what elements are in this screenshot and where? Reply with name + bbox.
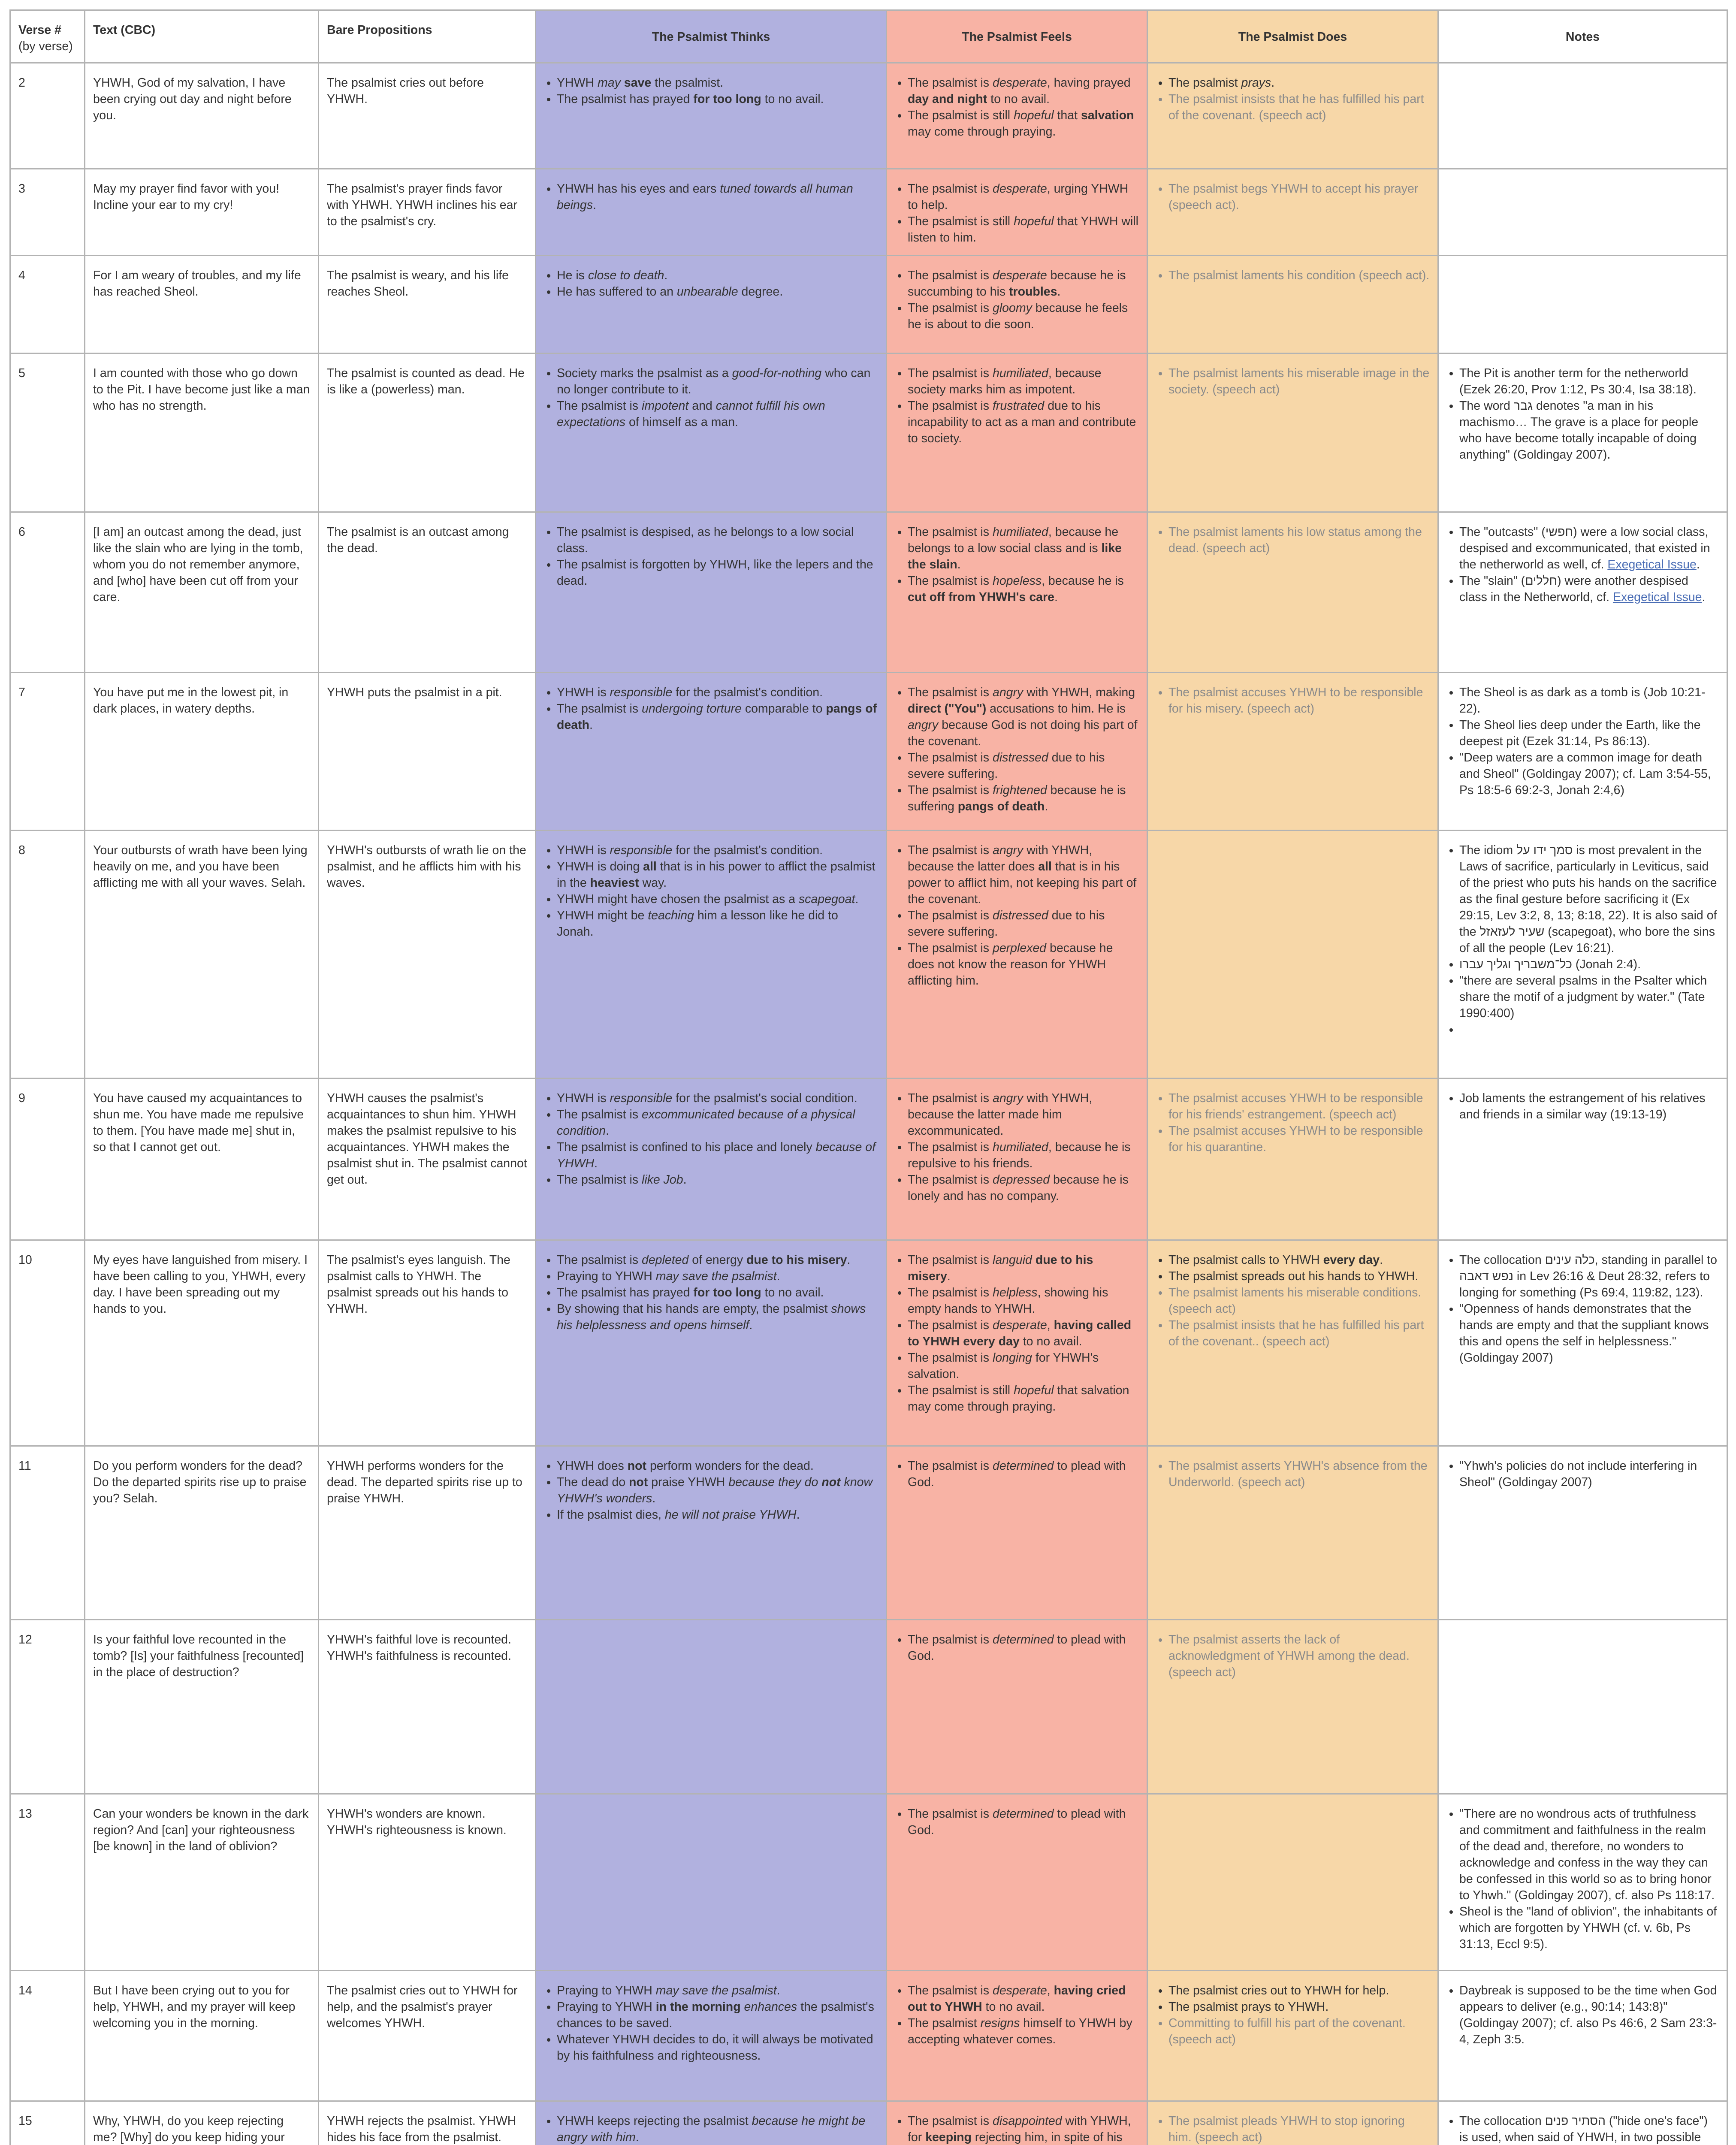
psalmist-feels-item: • The psalmist resigns himself to YHWH by accepting whatever comes. — [908, 2015, 1139, 2048]
verse-number: 5 — [10, 353, 85, 512]
psalmist-thinks-item: • YHWH may save the psalmist. — [557, 75, 878, 91]
notes-item: • כל־משבריך וגליך עברו (Jonah 2:4). — [1459, 956, 1719, 973]
psalmist-does-list — [1156, 684, 1430, 717]
verse-text: I am counted with those who go down to the Pit. I have become just like a man who has no strength. — [85, 353, 319, 512]
verse-number: 14 — [10, 1971, 85, 2101]
psalmist-thinks-list — [544, 267, 878, 300]
psalmist-feels-list — [895, 75, 1139, 140]
verse-number: 8 — [10, 831, 85, 1079]
psalm-analysis-table-container — [9, 9, 1727, 2145]
verse-number: 11 — [10, 1446, 85, 1620]
psalmist-feels-list — [895, 1806, 1139, 1838]
psalmist-feels-item: • The psalmist is angry with YHWH, making direct ("You") accusations to him. He is angry because God is not doing his part of the covenant. — [908, 684, 1139, 749]
table-row — [10, 63, 1727, 169]
psalmist-feels-item: • The psalmist is hopeless, because he is cut off from YHWH's care. — [908, 573, 1139, 605]
bare-propositions: The psalmist is an outcast among the dead. — [319, 512, 536, 673]
table-row — [10, 353, 1727, 512]
psalmist-feels — [887, 1620, 1147, 1794]
notes-item: • "Openness of hands demonstrates that the hands are empty and that the suppliant knows this and opens the self in helplessness." (Goldingay 2007) — [1459, 1301, 1719, 1366]
notes-item: • "Yhwh's policies do not include interfering in Sheol" (Goldingay 2007) — [1459, 1458, 1719, 1490]
psalmist-feels-item: • The psalmist is still hopeful that YHWH will listen to him. — [908, 213, 1139, 246]
notes — [1438, 353, 1727, 512]
bare-propositions: The psalmist's eyes languish. The psalmist calls to YHWH. The psalmist spreads out his hands to YHWH. — [319, 1240, 536, 1446]
verse-number: 9 — [10, 1079, 85, 1240]
verse-text: You have caused my acquaintances to shun me. You have made me repulsive to them. [You have made me] shut in, so that I cannot get out. — [85, 1079, 319, 1240]
psalmist-does-item: • The psalmist accuses YHWH to be responsible for his misery. (speech act) — [1168, 684, 1430, 717]
verse-number: 2 — [10, 63, 85, 169]
psalmist-thinks-item: • YHWH is responsible for the psalmist's condition. — [557, 684, 878, 701]
psalmist-feels-item: • The psalmist is frightened because he is suffering pangs of death. — [908, 782, 1139, 815]
notes-item: • The Sheol is as dark as a tomb is (Job 10:21-22). — [1459, 684, 1719, 717]
bare-propositions: The psalmist cries out before YHWH. — [319, 63, 536, 169]
psalmist-thinks-item: • The psalmist is despised, as he belongs to a low social class. — [557, 524, 878, 556]
psalmist-feels-item: • The psalmist is desperate, having cried out to YHWH to no avail. — [908, 1982, 1139, 2015]
verse-number: 7 — [10, 673, 85, 831]
verse-text: Is your faithful love recounted in the tomb? [Is] your faithfulness [recounted] in the place of destruction? — [85, 1620, 319, 1794]
psalmist-does-item: • The psalmist laments his miserable conditions. (speech act) — [1168, 1284, 1430, 1317]
psalmist-feels-item: • The psalmist is depressed because he is lonely and has no company. — [908, 1172, 1139, 1204]
notes-item: • The collocation כלה עינים, standing in parallel to נפש דאבה in Lev 26:16 & Deut 28:32, refers to longing for something (Ps 69:4, 119:82, 123). — [1459, 1252, 1719, 1301]
psalmist-thinks-list — [544, 365, 878, 430]
psalmist-thinks-item: • YHWH has his eyes and ears tuned towards all human beings. — [557, 181, 878, 213]
verse-number: 12 — [10, 1620, 85, 1794]
psalmist-feels-list — [895, 2113, 1139, 2145]
psalmist-does-item: • The psalmist insists that he has fulfilled his part of the covenant. (speech act) — [1168, 91, 1430, 124]
psalmist-thinks-item: • YHWH keeps rejecting the psalmist because he might be angry with him. — [557, 2113, 878, 2145]
header-bare: Bare Propositions — [319, 10, 536, 63]
psalmist-feels-list — [895, 365, 1139, 447]
bare-propositions: YHWH's wonders are known. YHWH's righteousness is known. — [319, 1794, 536, 1971]
notes-item: • Daybreak is supposed to be the time when God appears to deliver (e.g., 90:14; 143:8)" (Goldingay 2007); cf. also Ps 46:6, 2 Sam 23:3-4, Zeph 3:5. — [1459, 1982, 1719, 2048]
psalmist-thinks — [536, 1240, 887, 1446]
psalmist-thinks — [536, 1446, 887, 1620]
psalmist-feels-list — [895, 1631, 1139, 1664]
table-row — [10, 1971, 1727, 2101]
psalmist-thinks-item: • Praying to YHWH may save the psalmist. — [557, 1982, 878, 1999]
psalmist-thinks-list — [544, 1090, 878, 1188]
psalmist-feels-item: • The psalmist is languid due to his misery. — [908, 1252, 1139, 1284]
bare-propositions: The psalmist's prayer finds favor with YHWH. YHWH inclines his ear to the psalmist's cry. — [319, 169, 536, 256]
verse-number: 6 — [10, 512, 85, 673]
notes-item — [1459, 1021, 1719, 1038]
psalmist-does-list — [1156, 181, 1430, 213]
psalmist-thinks — [536, 1620, 887, 1794]
psalmist-does-item: • The psalmist prays to YHWH. — [1168, 1999, 1430, 2015]
psalmist-feels — [887, 512, 1147, 673]
psalmist-does-list — [1156, 1090, 1430, 1155]
psalmist-thinks-list — [544, 842, 878, 940]
notes-item: • The Sheol lies deep under the Earth, like the deepest pit (Ezek 31:14, Ps 86:13). — [1459, 717, 1719, 749]
psalmist-feels — [887, 1971, 1147, 2101]
bare-propositions: The psalmist is weary, and his life reaches Sheol. — [319, 256, 536, 353]
exegetical-issue-link[interactable]: Exegetical Issue — [1607, 558, 1697, 571]
psalmist-thinks-item: • YHWH is responsible for the psalmist's social condition. — [557, 1090, 878, 1106]
table-row — [10, 256, 1727, 353]
psalmist-does — [1147, 63, 1438, 169]
psalmist-feels — [887, 2101, 1147, 2145]
bare-propositions: YHWH performs wonders for the dead. The departed spirits rise up to praise YHWH. — [319, 1446, 536, 1620]
bare-propositions: YHWH causes the psalmist's acquaintances to shun him. YHWH makes the psalmist repulsive to his acquaintances. YHWH makes the psalmist shut in. The psalmist cannot get out. — [319, 1079, 536, 1240]
psalmist-does — [1147, 1620, 1438, 1794]
notes — [1438, 63, 1727, 169]
verse-text: You have put me in the lowest pit, in dark places, in watery depths. — [85, 673, 319, 831]
table-row — [10, 2101, 1727, 2145]
notes — [1438, 1971, 1727, 2101]
psalmist-feels — [887, 1446, 1147, 1620]
psalmist-does-item: • Committing to fulfill his part of the covenant. (speech act) — [1168, 2015, 1430, 2048]
psalmist-does-list — [1156, 2113, 1430, 2145]
psalmist-does — [1147, 169, 1438, 256]
notes-list — [1446, 2113, 1719, 2145]
verse-number: 10 — [10, 1240, 85, 1446]
psalmist-does — [1147, 512, 1438, 673]
psalm-analysis-table — [9, 9, 1728, 2145]
bare-propositions: The psalmist is counted as dead. He is like a (powerless) man. — [319, 353, 536, 512]
notes — [1438, 256, 1727, 353]
table-row — [10, 1446, 1727, 1620]
psalmist-thinks — [536, 63, 887, 169]
psalmist-does-item: • The psalmist prays. — [1168, 75, 1430, 91]
verse-text: My eyes have languished from misery. I have been calling to you, YHWH, every day. I have been spreading out my hands to you. — [85, 1240, 319, 1446]
psalmist-feels-item: • The psalmist is angry with YHWH, because the latter made him excommunicated. — [908, 1090, 1139, 1139]
verse-text: YHWH, God of my salvation, I have been crying out day and night before you. — [85, 63, 319, 169]
psalmist-thinks — [536, 2101, 887, 2145]
verse-number: 13 — [10, 1794, 85, 1971]
psalmist-does-list — [1156, 1252, 1430, 1350]
psalmist-does-item: • The psalmist insists that he has fulfilled his part of the covenant.. (speech act) — [1168, 1317, 1430, 1350]
psalmist-thinks-item: • The psalmist is like Job. — [557, 1172, 878, 1188]
psalmist-thinks-item: • He is close to death. — [557, 267, 878, 284]
psalmist-thinks-list — [544, 684, 878, 733]
psalmist-thinks-item: • Praying to YHWH may save the psalmist. — [557, 1268, 878, 1284]
notes-item: • Sheol is the "land of oblivion", the inhabitants of which are forgotten by YHWH (cf. v. 6b, Ps 31:13, Eccl 9:5). — [1459, 1903, 1719, 1952]
header-row — [10, 10, 1727, 63]
header-verse-label: Verse # — [18, 23, 61, 37]
notes-list — [1446, 684, 1719, 798]
psalmist-does — [1147, 2101, 1438, 2145]
psalmist-feels-item: • The psalmist is distressed due to his severe suffering. — [908, 749, 1139, 782]
table-row — [10, 1794, 1727, 1971]
psalmist-thinks-item: • The psalmist is confined to his place and lonely because of YHWH. — [557, 1139, 878, 1172]
psalmist-does-item: • The psalmist calls to YHWH every day. — [1168, 1252, 1430, 1268]
verse-text: Your outbursts of wrath have been lying heavily on me, and you have been afflicting me with all your waves. Selah. — [85, 831, 319, 1079]
psalmist-does-list — [1156, 1982, 1430, 2048]
header-notes: Notes — [1438, 10, 1727, 63]
table-row — [10, 1079, 1727, 1240]
psalmist-thinks-item: • YHWH does not perform wonders for the dead. — [557, 1458, 878, 1474]
psalmist-thinks-list — [544, 524, 878, 589]
psalmist-thinks — [536, 169, 887, 256]
header-feels: The Psalmist Feels — [887, 10, 1147, 63]
psalmist-feels-item: • The psalmist is perplexed because he does not know the reason for YHWH afflicting him. — [908, 940, 1139, 989]
notes-list — [1446, 1458, 1719, 1490]
header-verse — [10, 10, 85, 63]
psalmist-feels-item: • The psalmist is desperate, having called to YHWH every day to no avail. — [908, 1317, 1139, 1350]
header-does: The Psalmist Does — [1147, 10, 1438, 63]
psalmist-does-list — [1156, 1631, 1430, 1680]
psalmist-does — [1147, 256, 1438, 353]
table-body — [10, 63, 1727, 2145]
psalmist-thinks-item: • The dead do not praise YHWH because they do not know YHWH's wonders. — [557, 1474, 878, 1507]
notes-item: • "There are no wondrous acts of truthfulness and commitment and faithfulness in the realm of the dead and, therefore, no wonders to acknowledge and confess in the way they can be confessed in this world so as to bring honor to Yhwh." (Goldingay 2007), cf. also Ps 118:17. — [1459, 1806, 1719, 1903]
notes-item: • Job laments the estrangement of his relatives and friends in a similar way (19:13-19) — [1459, 1090, 1719, 1123]
psalmist-thinks — [536, 673, 887, 831]
notes-list — [1446, 365, 1719, 463]
psalmist-feels-item: • The psalmist is determined to plead with God. — [908, 1631, 1139, 1664]
verse-text: Why, YHWH, do you keep rejecting me? [Why] do you keep hiding your — [85, 2101, 319, 2145]
psalmist-thinks — [536, 256, 887, 353]
psalmist-feels-list — [895, 267, 1139, 332]
psalmist-does-list — [1156, 1458, 1430, 1490]
verse-number: 15 — [10, 2101, 85, 2145]
notes-item: • The Pit is another term for the netherworld (Ezek 26:20, Prov 1:12, Ps 30:4, Isa 38:18). — [1459, 365, 1719, 398]
exegetical-issue-link[interactable]: Exegetical Issue — [1612, 590, 1702, 604]
psalmist-feels-item: • The psalmist is distressed due to his severe suffering. — [908, 907, 1139, 940]
notes — [1438, 1446, 1727, 1620]
bare-propositions: YHWH's faithful love is recounted. YHWH's faithfulness is recounted. — [319, 1620, 536, 1794]
psalmist-feels-item: • The psalmist is angry with YHWH, because the latter does all that is in his power to afflict him, not keeping his part of the covenant. — [908, 842, 1139, 907]
psalmist-thinks-item: • YHWH is doing all that is in his power to afflict the psalmist in the heaviest way. — [557, 858, 878, 891]
psalmist-feels-list — [895, 684, 1139, 815]
psalmist-thinks-list — [544, 1982, 878, 2064]
psalmist-does-item: • The psalmist accuses YHWH to be responsible for his quarantine. — [1168, 1123, 1430, 1155]
psalmist-does-list — [1156, 365, 1430, 398]
verse-text: But I have been crying out to you for help, YHWH, and my prayer will keep welcoming you in the morning. — [85, 1971, 319, 2101]
psalmist-thinks — [536, 831, 887, 1079]
psalmist-feels — [887, 256, 1147, 353]
psalmist-feels-list — [895, 1252, 1139, 1415]
psalmist-feels-item: • The psalmist is determined to plead with God. — [908, 1806, 1139, 1838]
notes-list — [1446, 1252, 1719, 1366]
notes — [1438, 1620, 1727, 1794]
notes-list — [1446, 524, 1719, 605]
psalmist-does-item: • The psalmist accuses YHWH to be responsible for his friends' estrangement. (speech act) — [1168, 1090, 1430, 1123]
psalmist-feels-item: • The psalmist is gloomy because he feels he is about to die soon. — [908, 300, 1139, 332]
table-row — [10, 831, 1727, 1079]
psalmist-thinks-item: • Whatever YHWH decides to do, it will always be motivated by his faithfulness and righteousness. — [557, 2031, 878, 2064]
psalmist-does-item: • The psalmist pleads YHWH to stop ignoring him. (speech act) — [1168, 2113, 1430, 2145]
psalmist-thinks-item: • YHWH might be teaching him a lesson like he did to Jonah. — [557, 907, 878, 940]
psalmist-thinks-item: • The psalmist is depleted of energy due to his misery. — [557, 1252, 878, 1268]
psalmist-feels-item: • The psalmist is humiliated, because he is repulsive to his friends. — [908, 1139, 1139, 1172]
psalmist-thinks-item: • YHWH is responsible for the psalmist's condition. — [557, 842, 878, 858]
psalmist-thinks — [536, 1079, 887, 1240]
notes-list — [1446, 1090, 1719, 1123]
psalmist-does-item: • The psalmist cries out to YHWH for help. — [1168, 1982, 1430, 1999]
notes-item: • "Deep waters are a common image for death and Sheol" (Goldingay 2007); cf. Lam 3:54-55, Ps 18:5-6 69:2-3, Jonah 2:4,6) — [1459, 749, 1719, 798]
psalmist-thinks-item: • The psalmist is forgotten by YHWH, like the lepers and the dead. — [557, 556, 878, 589]
psalmist-does — [1147, 1794, 1438, 1971]
notes-list — [1446, 1982, 1719, 2048]
table-row — [10, 1620, 1727, 1794]
psalmist-does — [1147, 831, 1438, 1079]
psalmist-feels-item: • The psalmist is still hopeful that salvation may come through praying. — [908, 107, 1139, 140]
bare-propositions: YHWH's outbursts of wrath lie on the psalmist, and he afflicts him with his waves. — [319, 831, 536, 1079]
psalmist-feels — [887, 831, 1147, 1079]
header-text: Text (CBC) — [85, 10, 319, 63]
psalmist-does-item: • The psalmist laments his miserable image in the society. (speech act) — [1168, 365, 1430, 398]
psalmist-thinks-item: • The psalmist is impotent and cannot fulfill his own expectations of himself as a man. — [557, 398, 878, 430]
bare-propositions: YHWH puts the psalmist in a pit. — [319, 673, 536, 831]
psalmist-feels-item: • The psalmist is desperate, having prayed day and night to no avail. — [908, 75, 1139, 107]
psalmist-feels-item: • The psalmist is humiliated, because society marks him as impotent. — [908, 365, 1139, 398]
verse-text: [I am] an outcast among the dead, just like the slain who are lying in the tomb, whom you do not remember anymore, and [who] have been cut off from your care. — [85, 512, 319, 673]
psalmist-feels-list — [895, 1458, 1139, 1490]
notes-item: • "there are several psalms in the Psalter which share the motif of a judgment by water." (Tate 1990:400) — [1459, 973, 1719, 1021]
psalmist-feels — [887, 353, 1147, 512]
notes-item: • The word גבר denotes "a man in his machismo… The grave is a place for people who have become totally incapable of doing anything" (Goldingay 2007). — [1459, 398, 1719, 463]
psalmist-thinks-item: • The psalmist has prayed for too long to no avail. — [557, 1284, 878, 1301]
psalmist-thinks-item: • By showing that his hands are empty, the psalmist shows his helplessness and opens himself. — [557, 1301, 878, 1333]
psalmist-thinks-item: • The psalmist is excommunicated because of a physical condition. — [557, 1106, 878, 1139]
psalmist-thinks — [536, 353, 887, 512]
bare-propositions: The psalmist cries out to YHWH for help, and the psalmist's prayer welcomes YHWH. — [319, 1971, 536, 2101]
psalmist-thinks-list — [544, 75, 878, 107]
psalmist-feels-item: • The psalmist is longing for YHWH's salvation. — [908, 1350, 1139, 1382]
psalmist-feels-item: • The psalmist is helpless, showing his empty hands to YHWH. — [908, 1284, 1139, 1317]
notes — [1438, 2101, 1727, 2145]
psalmist-does — [1147, 673, 1438, 831]
psalmist-feels-list — [895, 1982, 1139, 2048]
psalmist-feels — [887, 673, 1147, 831]
verse-number: 4 — [10, 256, 85, 353]
psalmist-feels — [887, 63, 1147, 169]
psalmist-thinks-list — [544, 1252, 878, 1333]
notes — [1438, 1079, 1727, 1240]
verse-text: May my prayer find favor with you! Incline your ear to my cry! — [85, 169, 319, 256]
psalmist-does — [1147, 1240, 1438, 1446]
psalmist-does-item: • The psalmist begs YHWH to accept his prayer (speech act). — [1168, 181, 1430, 213]
psalmist-does-list — [1156, 524, 1430, 556]
verse-text: Can your wonders be known in the dark region? And [can] your righteousness [be known] in the land of oblivion? — [85, 1794, 319, 1971]
psalmist-thinks-item: • YHWH might have chosen the psalmist as a scapegoat. — [557, 891, 878, 907]
psalmist-does-item: • The psalmist laments his condition (speech act). — [1168, 267, 1430, 284]
verse-text: For I am weary of troubles, and my life has reached Sheol. — [85, 256, 319, 353]
notes-item: • The "slain" (חללים) were another despised class in the Netherworld, cf. Exegetical Issue. — [1459, 573, 1719, 605]
table-row — [10, 1240, 1727, 1446]
verse-text: Do you perform wonders for the dead? Do the departed spirits rise up to praise you? Selah. — [85, 1446, 319, 1620]
notes — [1438, 1794, 1727, 1971]
psalmist-does-list — [1156, 267, 1430, 284]
psalmist-thinks — [536, 1794, 887, 1971]
notes-item: • The collocation הסתיר פנים ("hide one's face") is used, when said of YHWH, in two possible — [1459, 2113, 1719, 2145]
psalmist-feels — [887, 1240, 1147, 1446]
notes-item: • The idiom סמך ידו על is most prevalent in the Laws of sacrifice, particularly in Leviticus, said of the priest who puts his hands on the sacrifice as the final gesture before sacrificing it (Ex 29:15, Lev 3:2, 8, 13; 8:18, 22). It is also said of the שעיר לעזאזל (scapegoat), who bore the sins of all the people (Lev 16:21). — [1459, 842, 1719, 956]
psalmist-feels-item: • The psalmist is disappointed with YHWH, for keeping rejecting him, in spite of his — [908, 2113, 1139, 2145]
psalmist-feels-list — [895, 842, 1139, 989]
verse-number: 3 — [10, 169, 85, 256]
psalmist-feels-item: • The psalmist is still hopeful that salvation may come through praying. — [908, 1382, 1139, 1415]
table-row — [10, 169, 1727, 256]
header-verse-sublabel: (by verse) — [18, 39, 73, 53]
notes-list — [1446, 842, 1719, 1038]
bare-propositions: YHWH rejects the psalmist. YHWH hides his face from the psalmist. — [319, 2101, 536, 2145]
psalmist-thinks-item: • Praying to YHWH in the morning enhances the psalmist's chances to be saved. — [557, 1999, 878, 2031]
psalmist-thinks-item: • The psalmist is undergoing torture comparable to pangs of death. — [557, 701, 878, 733]
notes — [1438, 169, 1727, 256]
psalmist-feels-list — [895, 1090, 1139, 1204]
psalmist-does-item: • The psalmist laments his low status among the dead. (speech act) — [1168, 524, 1430, 556]
psalmist-does-list — [1156, 75, 1430, 124]
psalmist-feels-list — [895, 181, 1139, 246]
psalmist-feels — [887, 1079, 1147, 1240]
psalmist-does — [1147, 1971, 1438, 2101]
psalmist-feels-item: • The psalmist is desperate because he is succumbing to his troubles. — [908, 267, 1139, 300]
psalmist-thinks-item: • He has suffered to an unbearable degree. — [557, 284, 878, 300]
psalmist-feels-item: • The psalmist is desperate, urging YHWH to help. — [908, 181, 1139, 213]
psalmist-does-item: • The psalmist asserts the lack of acknowledgment of YHWH among the dead. (speech act) — [1168, 1631, 1430, 1680]
psalmist-thinks — [536, 1971, 887, 2101]
psalmist-feels-item: • The psalmist is determined to plead with God. — [908, 1458, 1139, 1490]
table-row — [10, 512, 1727, 673]
psalmist-does-item: • The psalmist spreads out his hands to YHWH. — [1168, 1268, 1430, 1284]
notes-list — [1446, 1806, 1719, 1952]
psalmist-thinks-list — [544, 181, 878, 213]
psalmist-thinks — [536, 512, 887, 673]
psalmist-does-item: • The psalmist asserts YHWH's absence from the Underworld. (speech act) — [1168, 1458, 1430, 1490]
psalmist-thinks-list — [544, 1458, 878, 1523]
psalmist-feels-item: • The psalmist is frustrated due to his incapability to act as a man and contribute to society. — [908, 398, 1139, 447]
table-row — [10, 673, 1727, 831]
psalmist-thinks-list — [544, 2113, 878, 2145]
psalmist-feels-list — [895, 524, 1139, 605]
psalmist-feels — [887, 169, 1147, 256]
notes — [1438, 512, 1727, 673]
psalmist-does — [1147, 1446, 1438, 1620]
psalmist-thinks-item: • Society marks the psalmist as a good-for-nothing who can no longer contribute to it. — [557, 365, 878, 398]
psalmist-does — [1147, 353, 1438, 512]
psalmist-thinks-item: • The psalmist has prayed for too long to no avail. — [557, 91, 878, 107]
psalmist-does — [1147, 1079, 1438, 1240]
header-thinks: The Psalmist Thinks — [536, 10, 887, 63]
notes — [1438, 673, 1727, 831]
notes-item: • The "outcasts" (חפשי) were a low social class, despised and excommunicated, that existed in the netherworld as well, cf. Exegetical Issue. — [1459, 524, 1719, 573]
psalmist-feels — [887, 1794, 1147, 1971]
notes — [1438, 831, 1727, 1079]
psalmist-feels-item: • The psalmist is humiliated, because he belongs to a low social class and is like the slain. — [908, 524, 1139, 573]
notes — [1438, 1240, 1727, 1446]
psalmist-thinks-item: • If the psalmist dies, he will not praise YHWH. — [557, 1507, 878, 1523]
